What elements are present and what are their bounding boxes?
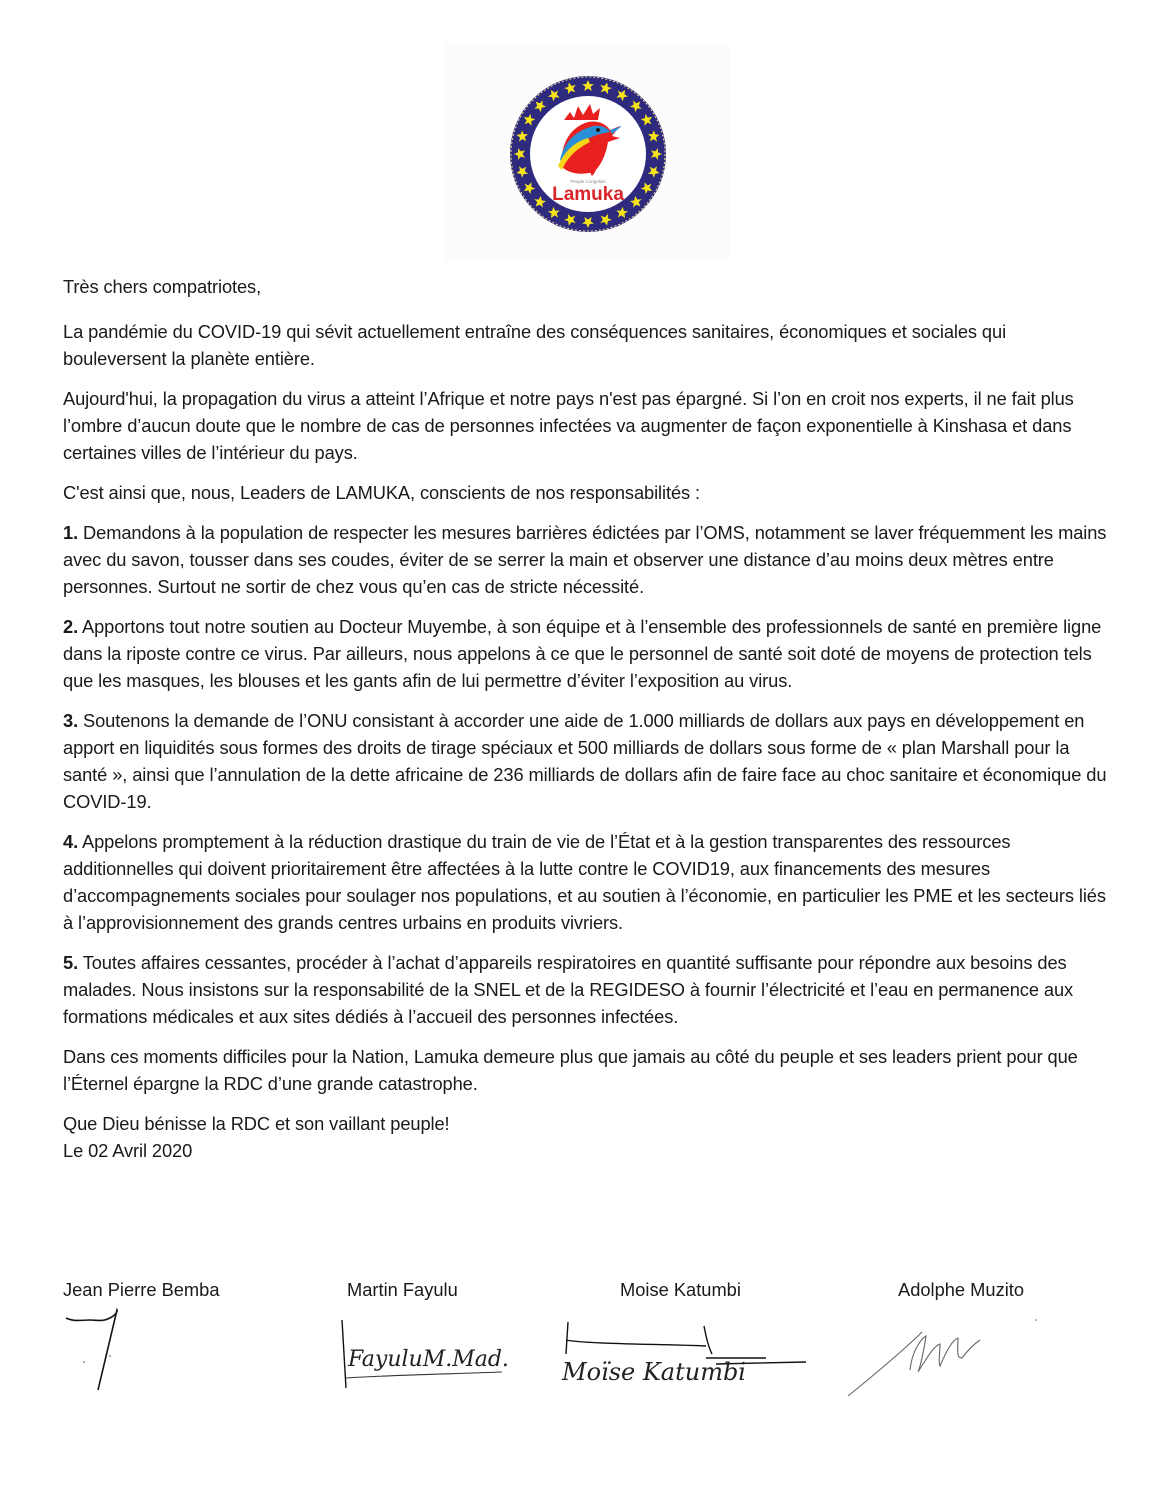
point-number: 3.: [63, 710, 79, 731]
signatory-name-katumbi: Moise Katumbi: [620, 1279, 741, 1300]
lamuka-logo: [444, 42, 730, 262]
point-2: [63, 613, 1113, 694]
point-text: Appelons promptement à la réduction drastique du train de vie de l’État et à la gestion transparentes des ressources additionnelles qui doivent prioritairement être affectées à la lutte contre le COVID19, aux financements des mesures d’accompagnements sociales pour soulager nos populations, et au soutien à l’économie, en particulier les PME et les secteurs liés à l’approvisionnement des grands centres urbains en produits vivriers.: [63, 831, 1106, 933]
lamuka-emblem-icon: [498, 42, 678, 262]
point-text: Toutes affaires cessantes, procéder à l’achat d’appareils respiratoires en quantité suffisante pour répondre aux besoins des malades. Nous insistons sur la responsabilité de la SNEL et de la REGIDESO à fournir l’électricité et l’eau en permanence aux formations médicales et aux sites dédiés à l’accueil des personnes infectées.: [63, 952, 1074, 1027]
signatory-name-muzito: Adolphe Muzito: [898, 1279, 1025, 1300]
intro-paragraph-2: Aujourd'hui, la propagation du virus a atteint l’Afrique et notre pays n'est pas épargné. Si l’on en croit nos experts, il ne fait plus l’ombre d’aucun doute que le nombre de cas de personnes infectées va augmenter de façon exponentielle à Kinshasa et dans certaines villes de l’intérieur du pays.: [63, 388, 1074, 463]
point-number: 5.: [63, 952, 79, 973]
point-number: 2.: [63, 616, 79, 637]
point-5: [63, 949, 1113, 1030]
point-1: [63, 519, 1113, 600]
signatures-block: [0, 1278, 1171, 1398]
signature-fayulu-text: FayuluM.Mad.: [348, 1347, 509, 1372]
point-number: 1.: [63, 522, 79, 543]
point-number: 4.: [63, 831, 79, 852]
signature-fayulu-icon: [330, 1312, 510, 1392]
logo-name: Lamuka: [552, 184, 624, 205]
signatory-name-bemba: Jean Pierre Bemba: [63, 1279, 220, 1300]
point-text: Demandons à la population de respecter les mesures barrières édictées par l’OMS, notamment se laver fréquemment les mains avec du savon, tousser dans ses coudes, éviter de se serrer la main et observer une distance d’au moins deux mètres entre personnes. Surtout ne sortir de chez vous qu’en cas de stricte nécessité.: [63, 522, 1107, 597]
point-text: Soutenons la demande de l’ONU consistant à accorder une aide de 1.000 milliards de dollars aux pays en développement en apport en liquidités sous formes des droits de tirage spéciaux et 500 milliards de dollars sous forme de « plan Marshall pour la santé », ainsi que l’annulation de la dette africaine de 236 milliards de dollars afin de faire face au choc sanitaire et économique du COVID-19.: [63, 710, 1107, 812]
intro-paragraph-3: C'est ainsi que, nous, Leaders de LAMUKA, conscients de nos responsabilités :: [63, 482, 701, 503]
blessing: Que Dieu bénisse la RDC et son vaillant peuple!: [63, 1113, 450, 1134]
signatory-name-fayulu: Martin Fayulu: [347, 1279, 458, 1300]
letter-date: Le 02 Avril 2020: [63, 1140, 193, 1161]
point-4: [63, 828, 1113, 936]
logo-tagline: Peuple Congolais: [570, 179, 606, 184]
closing: [63, 1110, 1113, 1164]
point-text: Apportons tout notre soutien au Docteur Muyembe, à son équipe et à l’ensemble des professionnels de santé en première ligne dans la riposte contre ce virus. Par ailleurs, nous appelons à ce que le personnel de santé soit doté de moyens de protection tels que les masques, les blouses et les gants afin de lui permettre d’éviter l’exposition au virus.: [63, 616, 1102, 691]
signature-katumbi-icon: [556, 1318, 816, 1398]
intro-paragraph-1: La pandémie du COVID-19 qui sévit actuellement entraîne des conséquences sanitaires, économiques et sociales qui bouleversent la planète entière.: [63, 321, 1007, 369]
point-3: [63, 707, 1113, 815]
salutation: Très chers compatriotes,: [63, 276, 262, 297]
letter-body: [63, 273, 1113, 1164]
signature-bemba-icon: [60, 1306, 160, 1396]
signature-katumbi-text: Moïse Katumbi: [562, 1358, 746, 1386]
signature-muzito-icon: [840, 1310, 1060, 1400]
conclusion: Dans ces moments difficiles pour la Nation, Lamuka demeure plus que jamais au côté du peuple et ses leaders prient pour que l’Éternel épargne la RDC d’une grande catastrophe.: [63, 1046, 1078, 1094]
